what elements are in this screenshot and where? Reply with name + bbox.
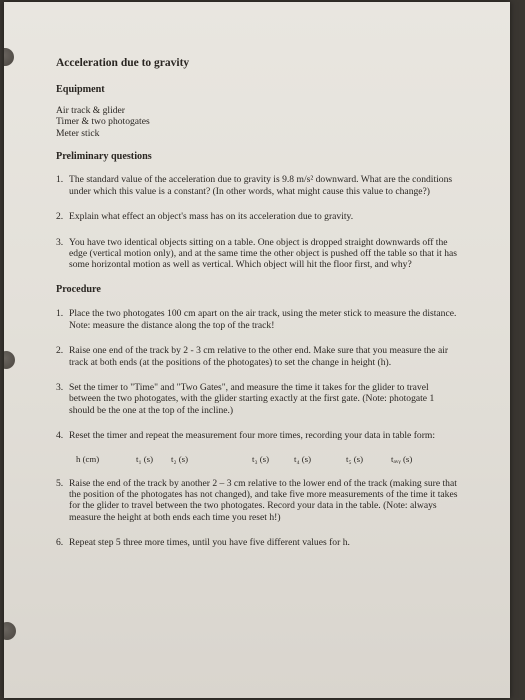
document-body <box>56 58 461 549</box>
question-item <box>56 211 461 222</box>
table-header-cell: tₐᵥᵧ (s) <box>391 453 413 464</box>
procedure-step <box>56 430 461 441</box>
procedure-step <box>56 537 461 548</box>
step-number: 1. <box>56 308 64 320</box>
binder-hole-top <box>4 48 14 66</box>
binder-hole-middle <box>4 351 15 369</box>
table-header-cell: t₅ (s) <box>346 453 363 464</box>
table-header-cell: t₂ (s) <box>171 453 188 464</box>
equipment-list <box>56 105 461 139</box>
table-header-cell: t₄ (s) <box>294 453 311 464</box>
question-text: The standard value of the acceleration due to gravity is 9.8 m/s² downward. What are the conditions under which this value is a constant? (In other words, what might cause this value to change?) <box>69 174 453 197</box>
preliminary-heading: Preliminary questions <box>56 151 152 163</box>
document-title: Acceleration due to gravity <box>56 57 190 69</box>
paper-sheet <box>4 2 510 698</box>
step-text: Repeat step 5 three more times, until you have five different values for h. <box>69 537 350 549</box>
data-table-header <box>56 454 461 468</box>
question-item <box>56 174 461 197</box>
question-item <box>56 237 461 271</box>
equipment-item: Air track & glider <box>56 104 125 116</box>
procedure-step <box>56 345 461 368</box>
equipment-item: Timer & two photogates <box>56 116 150 128</box>
procedure-step <box>56 308 461 331</box>
step-text: Raise the end of the track by another 2 – 3 cm relative to the lower end of the track (making sure that the position of the photogates has not changed), and take five more measurements of the time it takes for the glider to travel between the two photogates. Record your data in the table. (Note: always measure the height at both ends each time you reset h!) <box>69 477 458 523</box>
step-number: 3. <box>56 381 64 393</box>
equipment-heading: Equipment <box>56 84 105 96</box>
step-text: Place the two photogates 100 cm apart on the air track, using the meter stick to measure the distance. Note: measure the distance along the top of the track! <box>69 308 457 331</box>
question-number: 1. <box>56 174 64 186</box>
step-text: Raise one end of the track by 2 - 3 cm relative to the other end. Make sure that you measure the air track at both ends (at the positions of the photogates) to set the change in height (h). <box>69 345 449 368</box>
question-text: You have two identical objects sitting on a table. One object is dropped straight downwards off the edge (vertical motion only), and at the same time the other object is pushed off the table so that it has some horizontal motion as well as vertical. Which object will hit the floor first, and why? <box>69 236 457 271</box>
step-number: 4. <box>56 430 64 442</box>
table-header-cell: t₁ (s) <box>136 453 153 464</box>
step-number: 6. <box>56 537 64 549</box>
table-header-cell: h (cm) <box>76 453 100 464</box>
binder-hole-bottom <box>4 622 16 640</box>
procedure-step <box>56 382 461 416</box>
step-text: Reset the timer and repeat the measurement four more times, recording your data in table form: <box>69 430 436 442</box>
procedure-step <box>56 478 461 524</box>
equipment-item: Meter stick <box>56 127 100 139</box>
question-number: 3. <box>56 236 64 248</box>
procedure-steps <box>56 308 461 548</box>
step-number: 2. <box>56 345 64 357</box>
question-text: Explain what effect an object's mass has on its acceleration due to gravity. <box>69 211 354 223</box>
step-number: 5. <box>56 477 64 489</box>
preliminary-questions <box>56 174 461 270</box>
procedure-heading: Procedure <box>56 283 101 295</box>
table-header-cell: t₃ (s) <box>252 453 269 464</box>
step-text: Set the timer to "Time" and "Two Gates", and measure the time it takes for the glider to travel between the two photogates, with the glider starting exactly at the first gate. (Note: photogate 1 should be the one at the top of the incline.) <box>69 381 435 416</box>
question-number: 2. <box>56 211 64 223</box>
